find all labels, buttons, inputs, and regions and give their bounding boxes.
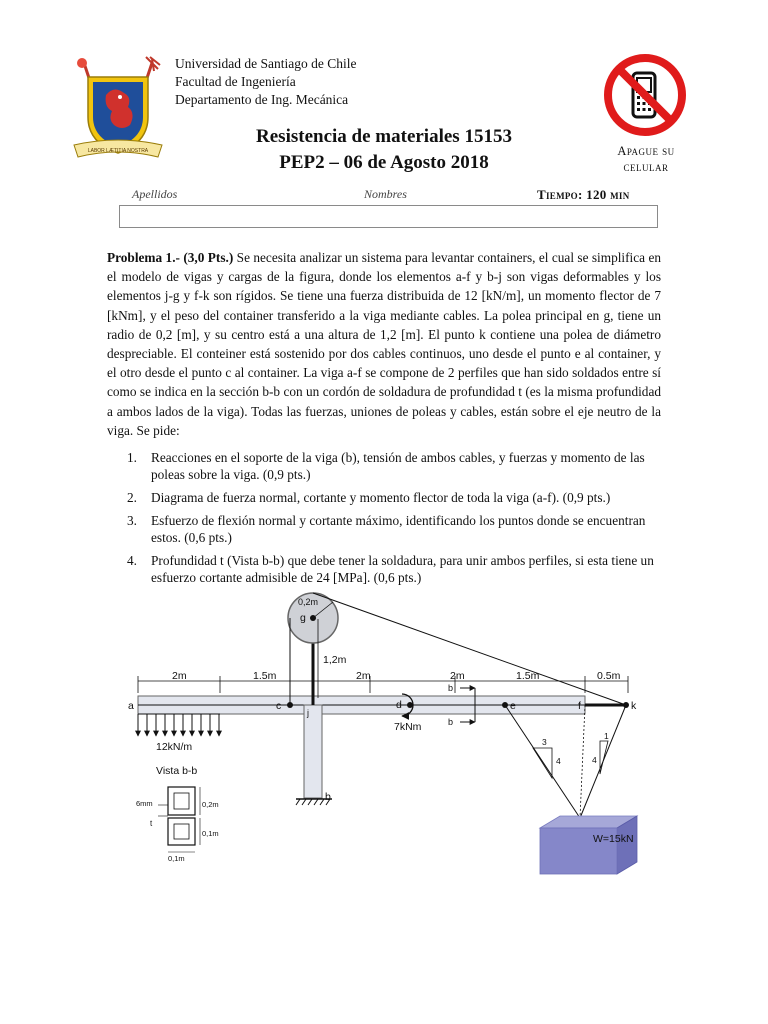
weight-label: W=15kN xyxy=(593,833,634,845)
point-label-g: g xyxy=(300,612,306,624)
nombres-label: Nombres xyxy=(364,187,407,201)
problem-statement xyxy=(107,248,661,440)
pulley-radius-label: 0,2m xyxy=(298,597,319,607)
no-phone-icon xyxy=(603,53,687,137)
list-item: 1. Reacciones en el soporte de la viga (b), tensión de ambos cables, y fuerzas y momento de las poleas sobre la viga. (0,9 pts.) xyxy=(127,450,645,482)
point-label-d: d xyxy=(396,699,402,711)
view-title: Vista b-b xyxy=(156,765,198,777)
list-item: 3. Esfuerzo de flexión normal y cortante máximo, identificando los puntos donde se encuentran estos. (0,6 pts.) xyxy=(127,513,646,545)
logo-motto: LABOR LÆTITIA NOSTRA xyxy=(87,148,149,154)
slope-label: 4 xyxy=(556,756,561,766)
section-mark: b xyxy=(448,683,454,693)
view-dim: t xyxy=(150,819,153,828)
point-label-a: a xyxy=(128,700,134,712)
apellidos-label: Apellidos xyxy=(132,187,178,201)
dim-label: 1.5m xyxy=(516,670,540,682)
slope-label: 1 xyxy=(604,731,609,741)
section-mark: b xyxy=(448,717,454,727)
dim-label: 2m xyxy=(450,670,465,682)
dim-label: 2m xyxy=(356,670,371,682)
problem-text: Se necesita analizar un sistema para levantar containers, el cual se simplifica en el modelo de vigas y cargas de la figura, donde los elementos a-f y b-j son vigas deformables y los elementos j-g y f-k son rígidos. Se tiene una fuerza distribuida de 12 [kN/m], un momento flector de 7 [kNm], y el peso del container transferido a la viga mediante cables. La polea principal en g, tiene un radio de 0,2 [m], y su centro está a una altura de 1,2 [m]. El punto k contiene una polea de diámetro despreciable. El conteiner está sostenido por dos cables continuos, uno desde el punto e al container, y el otro desde el punto c al container. La viga a-f se compone de 2 perfiles que han sido soldados entre sí como se indica en la sección b-b con un cordón de soldadura de profundidad t (es la misma profundidad a ambos lados de la viga). Todas las fuerzas, uniones de poleas y cables, están sobre el eje neutro de la viga. Se pide: xyxy=(107,250,661,438)
phone-off-notice: Apague su celular xyxy=(617,144,675,174)
list-item: 2. Diagrama de fuerza normal, cortante y momento flector de toda la viga (a-f). (0,9 pts.) xyxy=(127,490,611,505)
structure-diagram xyxy=(120,588,650,880)
problem-items-list xyxy=(107,449,662,592)
name-input-box[interactable] xyxy=(119,205,658,228)
point-label-b: b xyxy=(325,791,331,803)
problem-heading: Problema 1.- (3,0 Pts.) xyxy=(107,250,234,265)
point-label-f: f xyxy=(578,700,581,712)
height-label: 1,2m xyxy=(323,654,347,666)
view-dim: 0,1m xyxy=(202,829,219,838)
time-label: Tiempo: 120 min xyxy=(537,187,630,202)
course-title: Resistencia de materiales 15153 xyxy=(256,126,512,147)
list-item: 4. Profundidad t (Vista b-b) que debe tener la soldadura, para unir ambos perfiles, si esta tiene un esfuerzo cortante admisible de 24 [MPa]. (0,6 pts.) xyxy=(127,553,654,585)
point-label-e: e xyxy=(510,700,516,712)
moment-label: 7kNm xyxy=(394,721,422,733)
exam-title: PEP2 – 06 de Agosto 2018 xyxy=(279,152,489,173)
faculty-name: Facultad de Ingeniería xyxy=(175,74,296,89)
dim-label: 1.5m xyxy=(253,670,277,682)
dim-label: 2m xyxy=(172,670,187,682)
point-label-j: j xyxy=(307,708,309,718)
view-dim: 0,2m xyxy=(202,800,219,809)
dim-label: 0.5m xyxy=(597,670,621,682)
institution-block xyxy=(175,55,356,109)
department-name: Departamento de Ing. Mecánica xyxy=(175,92,349,107)
university-seal-logo xyxy=(70,55,166,167)
slope-label: 4 xyxy=(592,755,597,765)
view-dim: 0,1m xyxy=(168,854,185,863)
point-label-c: c xyxy=(276,700,282,712)
university-name: Universidad de Santiago de Chile xyxy=(175,56,357,71)
load-label: 12kN/m xyxy=(156,741,193,753)
point-label-k: k xyxy=(631,700,637,712)
slope-label: 3 xyxy=(542,737,547,747)
view-dim: 6mm xyxy=(136,799,153,808)
